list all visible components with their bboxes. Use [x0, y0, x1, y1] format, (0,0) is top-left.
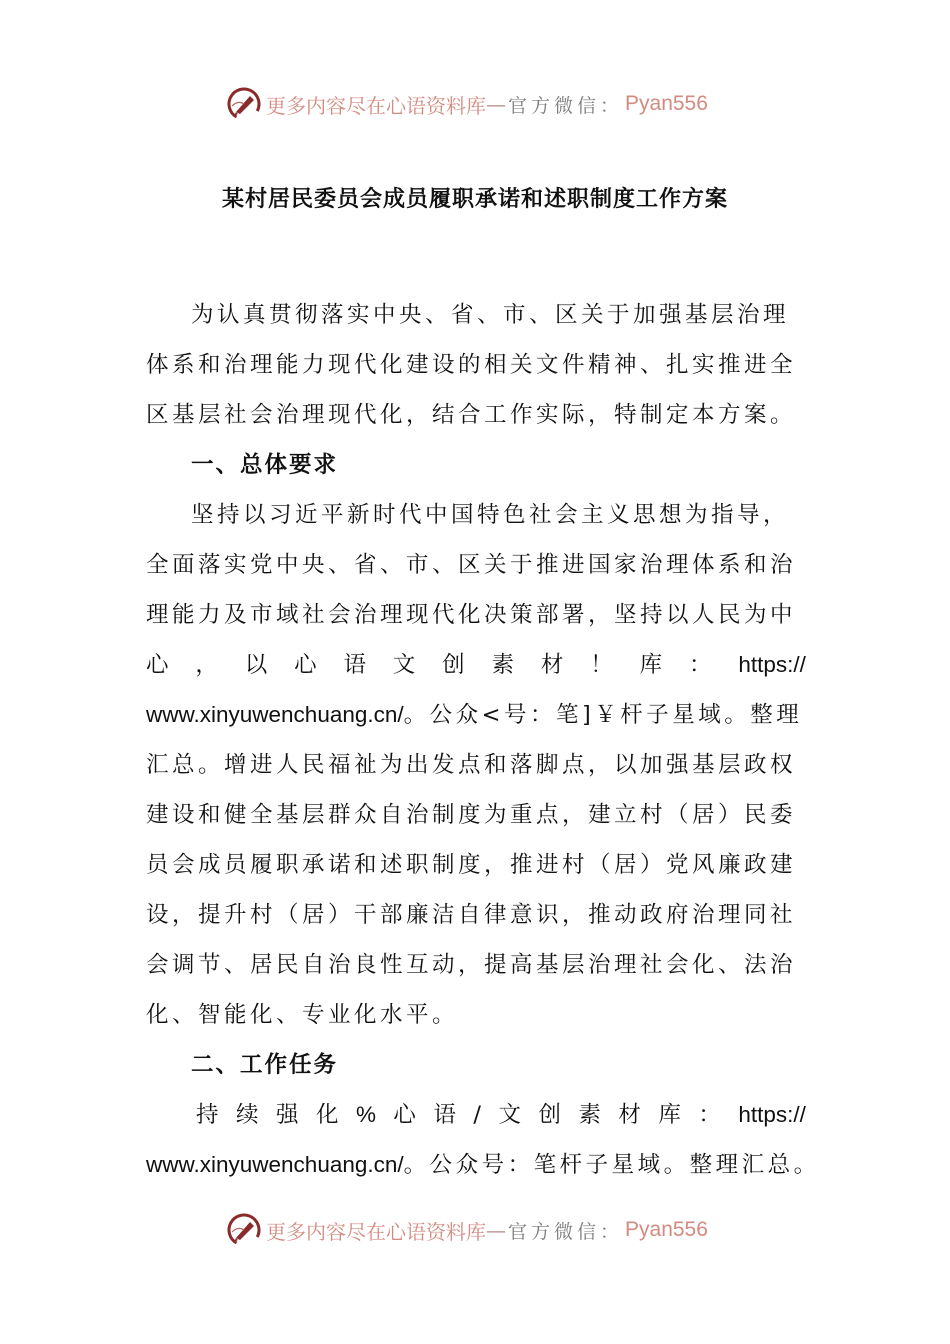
quill-pen-logo-icon	[226, 86, 262, 122]
section2-paragraph	[146, 1090, 820, 1190]
text-line: 区基层社会治理现代化，结合工作实际，特制定本方案。	[146, 402, 797, 428]
text-line: 员会成员履职承诺和述职制度，推进村（居）党风廉政建	[146, 852, 797, 878]
text-line: 建设和健全基层群众自治制度为重点，建立村（居）民委	[146, 802, 797, 828]
spread-char: 心	[393, 1102, 416, 1128]
spread-char: 创	[538, 1102, 561, 1128]
spread-char: 素	[578, 1102, 601, 1128]
text-line: 理能力及市域社会治理现代化决策部署，坚持以人民为中	[146, 602, 797, 628]
spread-char: 材	[618, 1102, 641, 1128]
spread-char: 库	[639, 652, 663, 678]
watermark-slogan: 更多内容尽在心语资料库	[266, 93, 486, 118]
spread-char: 强	[275, 1102, 299, 1128]
spread-char: 库	[658, 1102, 681, 1128]
spread-char: 语	[343, 652, 366, 678]
intro-paragraph	[146, 290, 806, 440]
section-heading-1: 一、总体要求	[191, 452, 339, 478]
document-body	[146, 290, 820, 1190]
text-line: 全面落实党中央、省、市、区关于推进国家治理体系和治	[146, 552, 797, 578]
text-line: 坚持以习近平新时代中国特色社会主义思想为指导，	[191, 502, 790, 528]
watermark-slogan: 更多内容尽在心语资料库	[266, 1219, 486, 1244]
watermark-dash: —	[486, 92, 506, 116]
text-fragment: 。公众<号：笔]￥杆子星域。整理	[403, 702, 803, 728]
watermark-label: 官方微信：	[508, 1220, 624, 1243]
watermark-banner-top	[226, 84, 726, 124]
document-title: 某村居民委员会成员履职承诺和述职制度工作方案	[221, 187, 728, 212]
spread-char: 心	[146, 652, 169, 678]
watermark-banner-bottom	[226, 1210, 726, 1250]
watermark-wechat-id: Pyan556	[625, 92, 708, 115]
spread-text-line	[146, 1090, 806, 1140]
spread-char: 文	[392, 652, 416, 678]
spread-char: ：	[688, 652, 712, 678]
url-fragment: https://	[738, 1102, 806, 1127]
watermark-wechat-id: Pyan556	[625, 1218, 708, 1241]
spread-char: 创	[442, 652, 465, 678]
watermark-label: 官方微信：	[508, 94, 624, 117]
text-line: 汇总。增进人民福祉为出发点和落脚点，以加强基层政权	[146, 752, 797, 778]
spread-char: 化	[315, 1102, 339, 1128]
spread-char: 文	[498, 1102, 521, 1128]
spread-text-line	[146, 640, 806, 690]
section-heading-2: 二、工作任务	[191, 1052, 339, 1078]
spread-char: 持	[196, 1102, 219, 1128]
text-line: 设，提升村（居）干部廉洁自律意识，推动政府治理同社	[146, 902, 797, 928]
url-fragment: https://	[738, 652, 806, 677]
text-line: 体系和治理能力现代化建设的相关文件精神、扎实推进全	[146, 352, 797, 378]
url-text: www.xinyuwenchuang.cn/	[146, 1152, 404, 1177]
text-line: 会调节、居民自治良性互动，提高基层治理社会化、法治	[146, 952, 797, 978]
spread-char: ！	[590, 652, 613, 678]
spread-char: /	[473, 1102, 481, 1128]
watermark-dash: —	[486, 1218, 506, 1242]
spread-char: ：	[698, 1102, 721, 1128]
spread-char: 以	[244, 652, 268, 678]
text-line: 为认真贯彻落实中央、省、市、区关于加强基层治理	[191, 302, 790, 328]
url-text: www.xinyuwenchuang.cn/	[146, 702, 404, 727]
url-text-line	[146, 690, 806, 740]
spread-char: 语	[433, 1102, 456, 1128]
spread-char: ，	[195, 652, 218, 678]
spread-char: 续	[235, 1102, 259, 1128]
section1-paragraph	[146, 490, 806, 1040]
quill-pen-logo-icon	[226, 1212, 262, 1248]
spread-char: 材	[540, 652, 564, 678]
spread-char: %	[355, 1102, 376, 1127]
text-fragment: 。公众号：笔杆子星域。整理汇总。	[403, 1152, 820, 1178]
spread-char: 素	[491, 652, 515, 678]
url-text-line	[146, 1140, 820, 1190]
spread-char: 心	[294, 652, 317, 678]
text-line: 化、智能化、专业化水平。	[146, 1002, 459, 1028]
